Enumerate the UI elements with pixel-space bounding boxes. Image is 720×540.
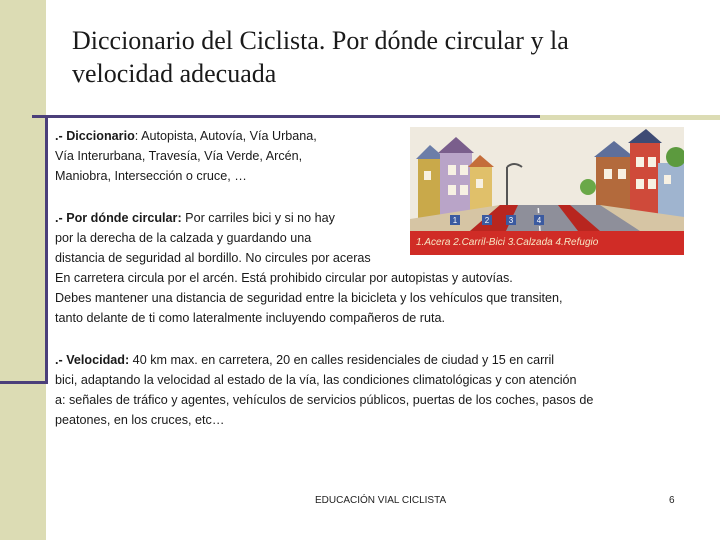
label-diccionario: .- Diccionario bbox=[55, 129, 135, 143]
text-por-donde-circular: Por carriles bici y si no hay por la derecha de la calzada y guardando una distancia de seguridad al bordillo. No circules por aceras En carretera circula por el arcén. Está prohibido circular por autopistas y autovías. Debes mantener una distancia de seguridad entre la bicicleta y los vehículos que transiten, tanto delante de ti como lateralmente incluyendo compañeros de ruta. bbox=[55, 211, 563, 325]
label-por-donde-circular: .- Por dónde circular: bbox=[55, 211, 182, 225]
left-sidebar-band bbox=[0, 0, 46, 540]
label-velocidad: .- Velocidad: bbox=[55, 353, 130, 367]
slide-title: Diccionario del Ciclista. Por dónde circular y la velocidad adecuada bbox=[72, 26, 569, 88]
text-diccionario: : Autopista, Autovía, Vía Urbana, Vía Interurbana, Travesía, Vía Verde, Arcén, Maniobra, Intersección o cruce, … bbox=[55, 129, 317, 183]
content-left-border-foot bbox=[0, 381, 48, 384]
lane-number-2: 2 bbox=[484, 216, 490, 225]
content-left-border bbox=[45, 116, 48, 384]
lane-number-4: 4 bbox=[536, 216, 542, 225]
paragraph-por-donde-circular bbox=[55, 208, 695, 328]
illustration-caption: 1.Acera 2.Carril-Bici 3.Calzada 4.Refugio bbox=[410, 231, 684, 255]
lane-number-1: 1 bbox=[452, 216, 458, 225]
page-number: 6 bbox=[669, 495, 675, 506]
title-divider-accent bbox=[540, 113, 720, 120]
paragraph-velocidad bbox=[55, 350, 695, 430]
lane-number-3: 3 bbox=[508, 216, 514, 225]
paragraph-diccionario bbox=[55, 126, 405, 186]
slide-footer: EDUCACIÓN VIAL CICLISTA bbox=[315, 495, 447, 506]
text-velocidad: 40 km max. en carretera, 20 en calles residenciales de ciudad y 15 en carril bici, adaptando la velocidad al estado de la vía, las condiciones climatológicas y con atención a: señales de tráfico y agentes, vehículos de servicios públicos, puertas de los coches, pasos de peatones, en los cruces, etc… bbox=[55, 353, 594, 427]
